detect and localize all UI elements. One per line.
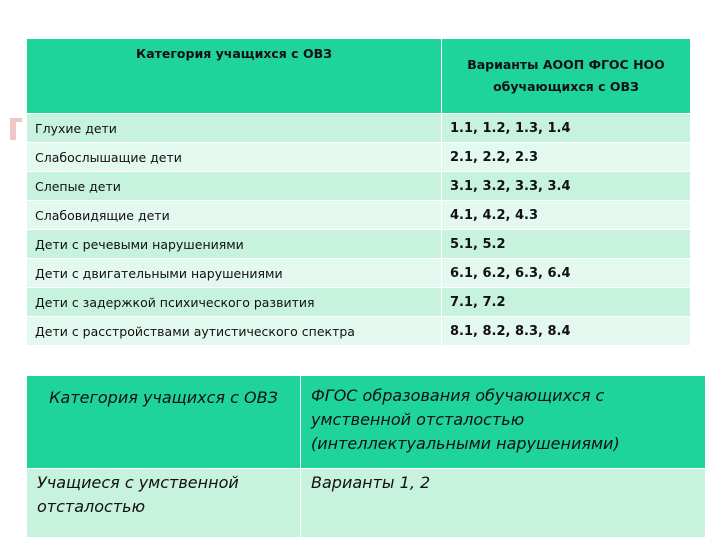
table-header-row xyxy=(27,376,706,469)
fgos-intellectual-table xyxy=(26,375,706,538)
row-category: Дети с двигательными нарушениями xyxy=(27,259,442,288)
table-row xyxy=(27,201,691,230)
row-category: Слабослышащие дети xyxy=(27,143,442,172)
row-category: Слабовидящие дети xyxy=(27,201,442,230)
table-row xyxy=(27,469,706,538)
row-variants: 8.1, 8.2, 8.3, 8.4 xyxy=(442,317,691,346)
row-category: Учащиеся с умственной отсталостью xyxy=(27,469,301,538)
row-category: Дети с расстройствами аутистического спектра xyxy=(27,317,442,346)
row-variants: 1.1, 1.2, 1.3, 1.4 xyxy=(442,114,691,143)
row-variants: 4.1, 4.2, 4.3 xyxy=(442,201,691,230)
row-variants: Варианты 1, 2 xyxy=(301,469,706,538)
header-variants: Варианты АООП ФГОС НОО обучающихся с ОВЗ xyxy=(442,39,691,114)
table-row xyxy=(27,288,691,317)
header-category: Категория учащихся с ОВЗ xyxy=(27,376,301,469)
table-row xyxy=(27,114,691,143)
row-variants: 3.1, 3.2, 3.3, 3.4 xyxy=(442,172,691,201)
row-variants: 6.1, 6.2, 6.3, 6.4 xyxy=(442,259,691,288)
header-category: Категория учащихся с ОВЗ xyxy=(27,39,442,114)
slide-bullet-decoration xyxy=(8,112,28,146)
row-category: Дети с задержкой психического развития xyxy=(27,288,442,317)
table-row xyxy=(27,172,691,201)
row-variants: 2.1, 2.2, 2.3 xyxy=(442,143,691,172)
table-row xyxy=(27,259,691,288)
table-header-row xyxy=(27,39,691,114)
table-row xyxy=(27,230,691,259)
aoop-variants-table xyxy=(26,38,691,346)
table-row xyxy=(27,143,691,172)
row-category: Глухие дети xyxy=(27,114,442,143)
row-category: Слепые дети xyxy=(27,172,442,201)
row-category: Дети с речевыми нарушениями xyxy=(27,230,442,259)
table-row xyxy=(27,317,691,346)
row-variants: 5.1, 5.2 xyxy=(442,230,691,259)
row-variants: 7.1, 7.2 xyxy=(442,288,691,317)
header-fgos: ФГОС образования обучающихся с умственной отсталостью (интеллектуальными нарушениями) xyxy=(301,376,706,469)
